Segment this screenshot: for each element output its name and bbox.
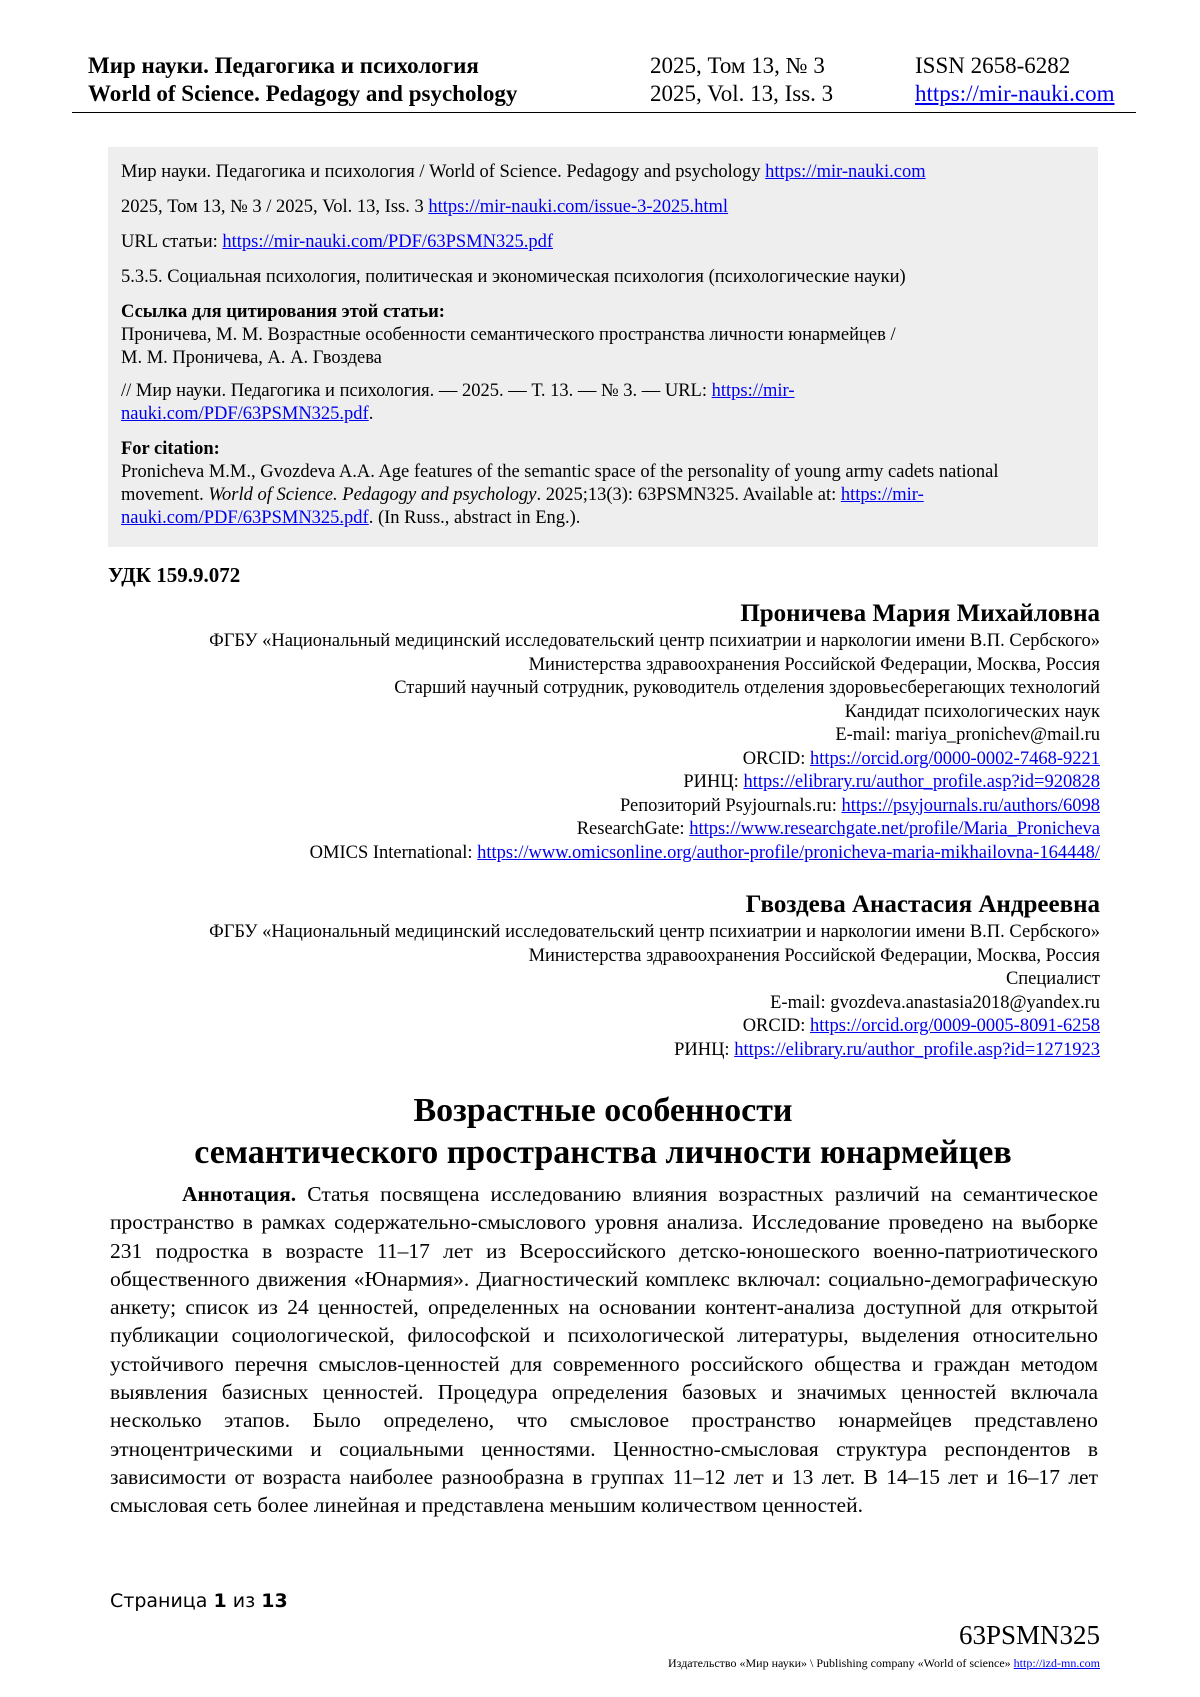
- article-info-box: [108, 147, 1098, 547]
- orcid-link[interactable]: https://orcid.org/0009-0005-8091-6258: [810, 1016, 1100, 1036]
- issue-line: 2025, Том 13, № 3 / 2025, Vol. 13, Iss. 3 https://mir-nauki.com/issue-3-2025.html: [121, 197, 729, 217]
- researchgate-link[interactable]: https://www.researchgate.net/profile/Maria_Pronicheva: [689, 819, 1100, 839]
- article-code: 63PSMN325: [958, 1620, 1100, 1650]
- author-block-2: Гвоздева Анастасия Андреевна ФГБУ «Национальный медицинский исследовательский центр психиатрии и наркологии имени В.П. Сербского» Министерства здравоохранения Российской Федерации, Москва, Россия Специалист E-mail: gvozdeva.anastasia2018@yandex.ru ORCID: https://orcid.org/0009-0005-8091-6258 РИНЦ: https://elibrary.ru/author_profile.asp?id=1271923: [100, 889, 1100, 1062]
- issue-en: 2025, Vol. 13, Iss. 3: [650, 81, 834, 106]
- journal-title-ru: Мир науки. Педагогика и психология: [88, 53, 479, 78]
- author-block-1: Проничева Мария Михайловна ФГБУ «Национальный медицинский исследовательский центр психиатрии и наркологии имени В.П. Сербского» Министерства здравоохранения Российской Федерации, Москва, Россия Старший научный сотрудник, руководитель отделения здоровьесберегающих технологий Кандидат психологических наук E-mail: mariya_pronichev@mail.ru ORCID: https://orcid.org/0000-0002-7468-9221 РИНЦ: https://elibrary.ru/author_profile.asp?id=920828 Репозиторий Psyjournals.ru: https://psyjournals.ru/authors/6098 ResearchGate: https://www.researchgate.net/profile/Maria_Pronicheva OMICS International: https://www.omicsonline.org/author-profile/pronicheva-maria-mikhailovna-164448/: [100, 598, 1100, 865]
- citation-en: For citation: Pronicheva M.M., Gvozdeva A.A. Age features of the semantic space of the personality of young army cadets national movement. World of Science. Pedagogy and psychology. 2025;13(3): 63PSMN325. Available at: https://mir-nauki.com/PDF/63PSMN325.pdf. (In Russ., abstract in Eng.).: [121, 438, 1085, 530]
- journal-header: [88, 52, 1148, 108]
- author-email: E-mail: gvozdeva.anastasia2018@yandex.ru: [770, 992, 1100, 1013]
- article-title: Возрастные особенности семантического пространства личности юнармейцев: [194, 1092, 1012, 1171]
- rinc-link[interactable]: https://elibrary.ru/author_profile.asp?id=1271923: [734, 1039, 1100, 1060]
- abstract-label: Аннотация.: [182, 1182, 297, 1206]
- journal-link[interactable]: https://mir-nauki.com: [765, 162, 926, 182]
- citation-ru-link-part1[interactable]: https://mir-: [711, 381, 795, 401]
- citation-en-link[interactable]: https://mir-nauki.com/PDF/63PSMN325.pdf: [121, 485, 924, 528]
- citation-ru-source: // Мир науки. Педагогика и психология. — 2025. — Т. 13. — № 3. — URL: https://mir- nauki.com/PDF/63PSMN325.pdf.: [121, 381, 795, 424]
- rinc-link[interactable]: https://elibrary.ru/author_profile.asp?id=920828: [743, 772, 1100, 792]
- header-divider: [72, 112, 1136, 113]
- specialty-line: 5.3.5. Социальная психология, политическая и экономическая психология (психологические науки): [121, 267, 906, 287]
- journal-title-en: World of Science. Pedagogy and psychology: [88, 81, 518, 106]
- journal-line: Мир науки. Педагогика и психология / World of Science. Pedagogy and psychology https://mir-nauki.com: [121, 162, 926, 182]
- article-url-link[interactable]: https://mir-nauki.com/PDF/63PSMN325.pdf: [222, 232, 553, 252]
- orcid-link[interactable]: https://orcid.org/0000-0002-7468-9221: [810, 748, 1100, 769]
- issue-link[interactable]: https://mir-nauki.com/issue-3-2025.html: [428, 197, 729, 217]
- publisher-line: Издательство «Мир науки» \ Publishing company «World of science» http://izd-mn.com: [668, 1656, 1100, 1670]
- author-name: Проничева Мария Михайловна: [740, 600, 1100, 627]
- citation-en-label: For citation:: [121, 439, 220, 459]
- publisher-link[interactable]: http://izd-mn.com: [1013, 1656, 1100, 1670]
- udk-code: УДК 159.9.072: [108, 563, 241, 587]
- site-link[interactable]: https://mir-nauki.com: [915, 81, 1115, 106]
- citation-ru: Ссылка для цитирования этой статьи: Проничева, М. М. Возрастные особенности семантического пространства личности юнармейцев / М. М. Проничева, А. А. Гвоздева: [121, 301, 1085, 370]
- issue-ru: 2025, Том 13, № 3: [650, 53, 825, 78]
- page-number: Страница 1 из 13: [110, 1590, 288, 1612]
- psyjournals-link[interactable]: https://psyjournals.ru/authors/6098: [841, 795, 1100, 816]
- author-name: Гвоздева Анастасия Андреевна: [745, 891, 1100, 918]
- author-email: E-mail: mariya_pronichev@mail.ru: [835, 725, 1100, 745]
- abstract: [110, 1180, 1098, 1520]
- citation-ru-label: Ссылка для цитирования этой статьи:: [121, 302, 445, 322]
- url-line: URL статьи: https://mir-nauki.com/PDF/63PSMN325.pdf: [121, 232, 553, 252]
- omics-link[interactable]: https://www.omicsonline.org/author-profile/pronicheva-maria-mikhailovna-164448/: [477, 842, 1100, 863]
- issn: ISSN 2658-6282: [915, 53, 1071, 78]
- citation-ru-link-part2[interactable]: nauki.com/PDF/63PSMN325.pdf: [121, 404, 369, 424]
- abstract-text: Статья посвящена исследованию влияния возрастных различий на семантическое пространство в рамках содержательно-смыслового уровня анализа. Исследование проведено на выборке 231 подростка в возрасте 11–17 лет из Всероссийского детско-юношеского военно-патриотического общественного движения «Юнармия». Диагностический комплекс включал: социально-демографическую анкету; список из 24 ценностей, определенных на основании контент-анализа доступной для открытой публикации социологической, философской и психологической литературы, выделения относительно устойчивого перечня смыслов-ценностей для современного российского общества и граждан методом выявления базисных ценностей. Процедура определения базовых и значимых ценностей включала несколько этапов. Было определено, что смысловое пространство юнармейцев представлено этноцентрическими и социальными ценностями. Ценностно-смысловая структура респондентов в зависимости от возраста наиболее разнообразна в группах 11–12 лет и 13 лет. В 14–15 лет и 16–17 лет смысловая сеть более линейная и представлена меньшим количеством ценностей.: [110, 1182, 1099, 1518]
